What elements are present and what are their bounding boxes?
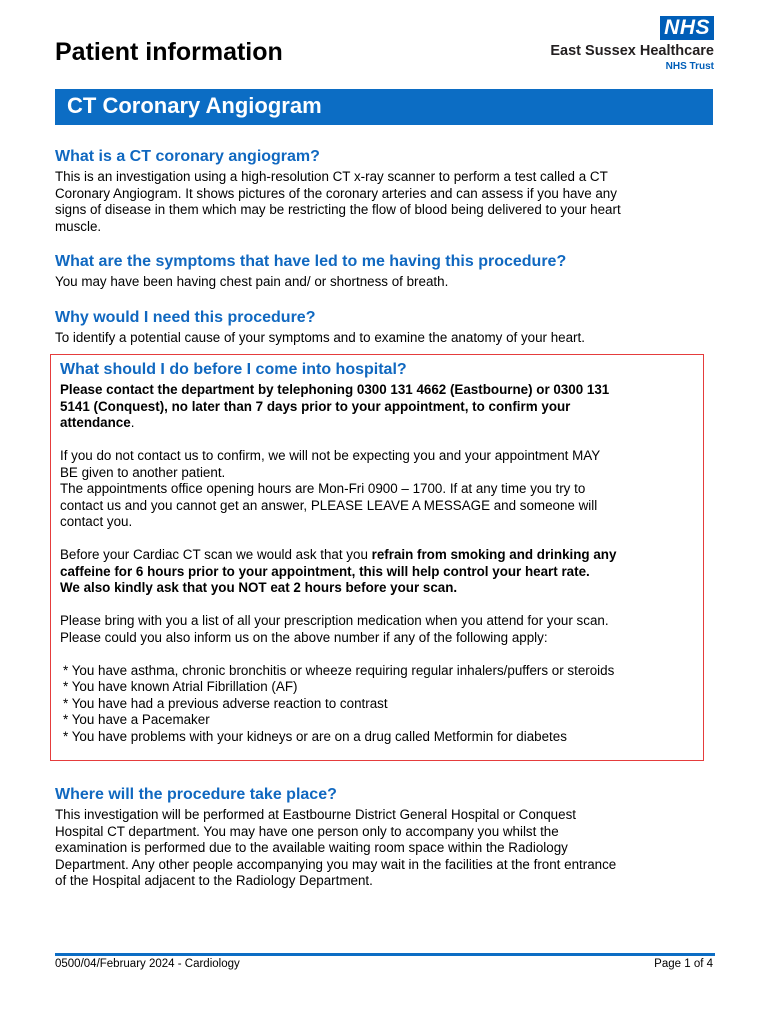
section-where (55, 785, 715, 890)
document-body (55, 147, 715, 890)
nhs-badge: NHS (660, 16, 714, 40)
page-title: Patient information (55, 38, 283, 66)
heading-what-is: What is a CT coronary angiogram? (55, 148, 320, 165)
medication-paragraph: Please bring with you a list of all your prescription medication when you attend for your scan. Please could you also inform us on the above number if any of the following apply: (60, 613, 609, 645)
org-sub: NHS Trust (665, 61, 714, 72)
before-hospital-box (50, 354, 704, 761)
list-item: * You have asthma, chronic bronchitis or wheeze requiring regular inhalers/puffers or steroids (63, 662, 615, 678)
heading-where: Where will the procedure take place? (55, 786, 337, 803)
heading-why: Why would I need this procedure? (55, 308, 316, 326)
list-item: * You have a Pacemaker (63, 712, 210, 727)
footer-divider (55, 953, 715, 956)
section-why (55, 308, 715, 347)
list-item: * You have had a previous adverse reaction to contrast (63, 695, 388, 711)
section-symptoms (55, 252, 715, 291)
page-number: Page 1 of 4 (654, 958, 713, 970)
title-bar (55, 89, 713, 125)
paragraph-why: To identify a potential cause of your symptoms and to examine the anatomy of your heart. (55, 329, 585, 345)
paragraph-what-is: This is an investigation using a high-resolution CT x-ray scanner to perform a test called a CT Coronary Angiogram. It shows pictures of the coronary arteries and can assess if you have any signs of disease in them which may be restricting the flow of blood being delivered to your heart muscle. (55, 169, 621, 234)
paragraph-where: This investigation will be performed at Eastbourne District General Hospital or Conquest Hospital CT department. You may have one person only to accompany you whilst the examination is performed due to the available waiting room space within the Radiology Department. Any other people accompanying you may wait in the facilities at the front entrance of the Hospital adjacent to the Radiology Department. (55, 807, 617, 888)
section-what-is (55, 147, 715, 235)
document-title: CT Coronary Angiogram (67, 93, 322, 118)
confirmation-paragraph: If you do not contact us to confirm, we will not be expecting you and your appointment MAY BE given to another patient. The appointments office opening hours are Mon-Fri 0900 – 1700. If at any time you try to contact us and you cannot get an answer, PLEASE LEAVE A MESSAGE and someone will contact you. (60, 448, 601, 529)
conditions-list (60, 663, 703, 746)
org-name: East Sussex Healthcare (550, 43, 714, 59)
list-item: * You have problems with your kidneys or are on a drug called Metformin for diabetes (63, 728, 567, 744)
heading-before: What should I do before I come into hospital? (60, 361, 407, 378)
heading-symptoms: What are the symptoms that have led to me having this procedure? (55, 253, 567, 270)
contact-instructions: Please contact the department by telephoning 0300 131 4662 (Eastbourne) or 0300 131 5141 (Conquest), no later than 7 days prior to your appointment, to confirm your attendance. (60, 382, 610, 430)
nhs-logo (550, 16, 714, 73)
preparation-paragraph: Before your Cardiac CT scan we would ask that you refrain from smoking and drinking any caffeine for 6 hours prior to your appointment, this will help control your heart rate. We also kindly ask that you NOT eat 2 hours before your scan. (60, 547, 617, 595)
list-item: * You have known Atrial Fibrillation (AF) (63, 679, 298, 694)
footer-reference: 0500/04/February 2024 - Cardiology (55, 958, 240, 970)
paragraph-symptoms: You may have been having chest pain and/ or shortness of breath. (55, 274, 449, 289)
